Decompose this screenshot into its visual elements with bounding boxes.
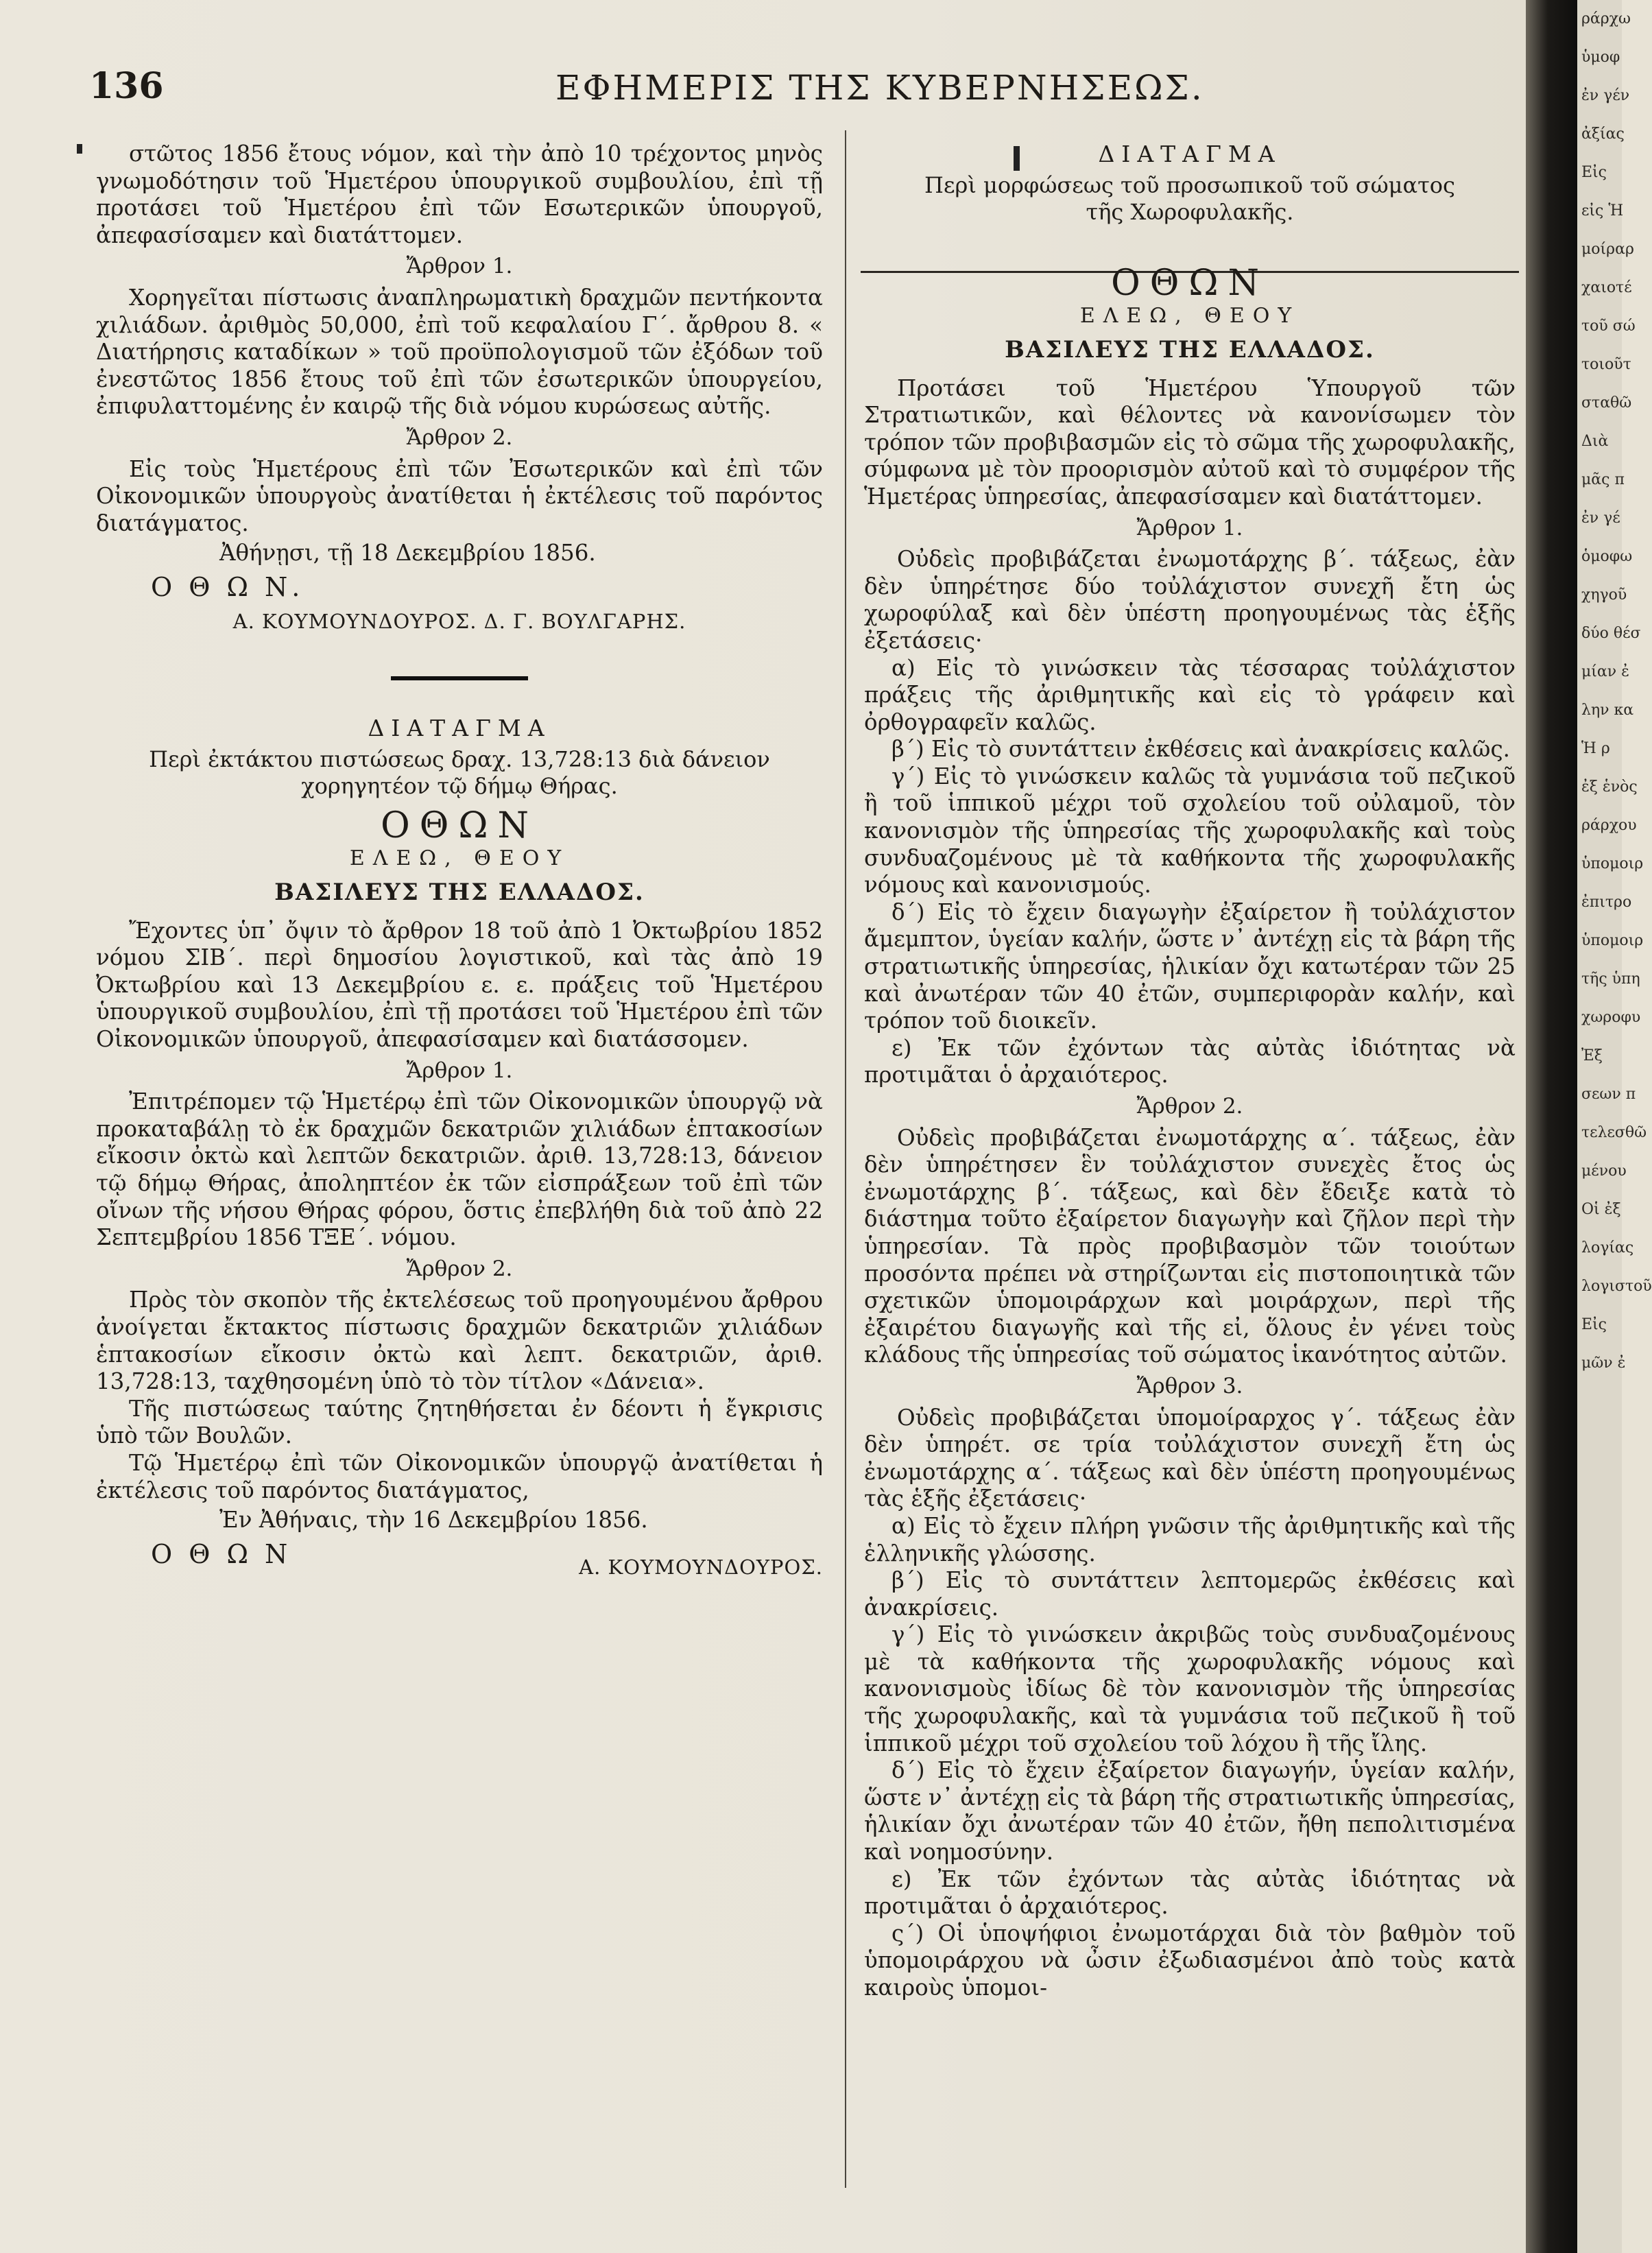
left-column <box>96 141 823 1582</box>
by-grace-of-god: ΕΛΕΩ, ΘΕΟΥ <box>349 846 570 871</box>
king-name-heading: ΟΘΩΝ <box>381 804 538 846</box>
adjacent-page-fragment-line: μοίραρ <box>1581 241 1634 258</box>
page-header <box>89 65 1516 120</box>
adjacent-page-fragment-line: εἰς Ἡ <box>1581 202 1624 219</box>
article-item: δ΄) Εἰς τὸ ἔχειν ἐξαίρετον διαγωγήν, ὑγείαν καλήν, ὥστε ν᾽ ἀντέχῃ εἰς τὰ βάρη τῆς στρατιωτικῆς ὑπηρεσίας, ἡλικίαν ὄχι ἀνωτέραν τῶν 40 ἐτῶν, ἤθη πεπολιτισμένα καὶ νοημοσύνην. <box>864 1757 1516 1865</box>
adjacent-page-fragment-line: ὁμοφω <box>1581 548 1633 565</box>
adjacent-page-fragment-line: δύο θέσ <box>1581 625 1641 642</box>
adjacent-page-fragment-line: χωροφυ <box>1581 1009 1641 1026</box>
king-signature: Ο Θ Ω Ν <box>151 1538 292 1569</box>
ink-mark <box>77 144 82 154</box>
king-name-heading: ΟΘΩΝ <box>1111 262 1269 304</box>
article-item: ς΄) Οἱ ὑποψήφιοι ἐνωμοτάρχαι διὰ τὸν βαθμὸν τοῦ ὑπομοιράρχου νὰ ὦσιν ἐξωδιασμένοι ἀπὸ τοὺς κατὰ καιροὺς ὑπομοι- <box>864 1920 1516 2001</box>
adjacent-page-fragment-line: ἐν γέ <box>1581 510 1620 527</box>
article-item: δ΄) Εἰς τὸ ἔχειν διαγωγὴν ἐξαίρετον ἢ τοὐλάχιστον ἄμεμπτον, ὑγείαν καλήν, ὥστε ν᾽ ἀντέχῃ εἰς τὰ βάρη τῆς στρατιωτικῆς ὑπηρεσίας, ἡλικίαν ὄχι κατωτέραν τῶν 25 καὶ ἀνωτέραν τῶν 40 ἐτῶν, συμπεριφορὰν καλήν, καὶ τρόπον τοῦ διοικεῖν. <box>864 898 1516 1034</box>
minister-signatures: Α. ΚΟΥΜΟΥΝΔΟΥΡΟΣ. Δ. Γ. ΒΟΥΛΓΑΡΗΣ. <box>232 609 686 633</box>
decree-date: Ἀθήνῃσι, τῇ 18 Δεκεμβρίου 1856. <box>219 540 596 567</box>
king-title: ΒΑΣΙΛΕΥΣ ΤΗΣ ΕΛΛΑΔΟΣ. <box>274 879 645 907</box>
adjacent-page-fragment-line: Οἱ ἐξ <box>1581 1201 1621 1218</box>
section-separator <box>391 676 528 680</box>
adjacent-page-fragment-line: σεων π <box>1581 1086 1636 1103</box>
decree-preamble: Ἔχοντες ὑπ᾽ ὄψιν τὸ ἄρθρον 18 τοῦ ἀπὸ 1 Ὀκτωβρίου 1852 νόμου ΣΙΒ΄. περὶ δημοσίου λογιστικοῦ, καὶ τὰς ἀπὸ 19 Ὀκτωβρίου καὶ 13 Δεκεμβρίου ε. ε. πράξεις τοῦ Ἡμετέρου ὑπουργικοῦ συμβουλίου, ἐπὶ τῇ προτάσει τοῦ Ἡμετέρου ἐπὶ τῶν Οἰκονομικῶν ὑπουργοῦ, ἀπεφασίσαμεν καὶ διατάσσομεν. <box>96 917 823 1053</box>
article-heading: Ἄρθρον 1. <box>406 1058 513 1083</box>
adjacent-page-fragment-line: μᾶς π <box>1581 471 1625 488</box>
article-text: Τῆς πιστώσεως ταύτης ζητηθήσεται ἐν δέοντι ἡ ἔγκρισις ὑπὸ τῶν Βουλῶν. <box>96 1395 823 1449</box>
adjacent-page-fragment-line: ἐν γέν <box>1581 87 1630 104</box>
article-item: γ΄) Εἰς τὸ γινώσκειν καλῶς τὰ γυμνάσια τοῦ πεζικοῦ ἢ τοῦ ἱππικοῦ μέχρι τοῦ σχολείου τοῦ οὐλαμοῦ, τὸν κανονισμὸν τῆς ὑπηρεσίας τῆς χωροφυλακῆς καὶ τοὺς συνδυαζομένους μὲ τὰ καθήκοντα τῆς χωροφυλακῆς νόμους καὶ κανονισμούς. <box>864 763 1516 898</box>
running-title: ΕΦΗΜΕΡΙΣ ΤΗΣ ΚΥΒΕΡΝΗΣΕΩΣ. <box>555 68 1204 108</box>
article-heading: Ἄρθρον 1. <box>1136 515 1243 540</box>
article-text: Πρὸς τὸν σκοπὸν τῆς ἐκτελέσεως τοῦ προηγουμένου ἄρθρου ἀνοίγεται ἔκτακτος πίστωσις δραχμῶν δεκατριῶν χιλιάδων ἑπτακοσίων εἴκοσιν ὀκτὼ καὶ λεπτ. δεκατριῶν, ἀριθ. 13,728:13, ταχθησομένη ὑπὸ τὸ τὸν τίτλον «Δάνεια». <box>96 1287 823 1395</box>
article-heading: Ἄρθρον 1. <box>406 254 513 279</box>
right-column <box>864 141 1516 2002</box>
article-item: ε) Ἐκ τῶν ἐχόντων τὰς αὐτὰς ἰδιότητας νὰ προτιμᾶται ὁ ἀρχαιότερος. <box>864 1865 1516 1920</box>
article-item: β΄) Εἰς τὸ συντάττειν ἐκθέσεις καὶ ἀνακρίσεις καλῶς. <box>891 736 1510 763</box>
adjacent-page-fragment-line: μίαν ἐ <box>1581 663 1629 680</box>
adjacent-page-fragment-line: Ἡ ρ <box>1581 740 1610 757</box>
king-signature: Ο Θ Ω Ν. <box>151 571 304 602</box>
decree-preamble: Προτάσει τοῦ Ἡμετέρου Ὑπουργοῦ τῶν Στρατιωτικῶν, καὶ θέλοντες νὰ κανονίσωμεν τὸν τρόπον τῶν προβιβασμῶν εἰς τὸ σῶμα τῆς χωροφυλακῆς, σύμφωνα μὲ τὸν προορισμὸν αὐτοῦ καὶ τὸ συμφέρον τῆς Ἡμετέρας ὑπηρεσίας, ἀπεφασίσαμεν καὶ διατάττομεν. <box>864 374 1516 510</box>
article-text: Οὐδεὶς προβιβάζεται ὑπομοίραρχος γ΄. τάξεως ἐὰν δὲν ὑπηρέτ. σε τρία τοὐλάχιστον συνεχῆ ἔτη ὡς ἐνωμοτάρχης α΄. τάξεως καὶ δὲν ὑπέστη προηγουμένως τὰς ἑξῆς ἐξετάσεις· <box>864 1404 1516 1512</box>
article-item: γ΄) Εἰς τὸ γινώσκειν ἀκριβῶς τοὺς συνδυαζομένους μὲ τὰ καθήκοντα τῆς χωροφυλακῆς νόμους καὶ κανονισμοὺς ἰδίως δὲ τὸν κανονισμὸν τῆς ὑπηρεσίας τῆς χωροφυλακῆς, καὶ τὰ γυμνάσια τοῦ πεζικοῦ ἢ τοῦ ἱππικοῦ μέχρι τοῦ σχολείου τοῦ λόχου ἢ τῆς ἴλης. <box>864 1621 1516 1756</box>
adjacent-page-fragment-line: λην κα <box>1581 702 1634 719</box>
article-heading: Ἄρθρον 2. <box>1136 1094 1243 1119</box>
king-title: ΒΑΣΙΛΕΥΣ ΤΗΣ ΕΛΛΑΔΟΣ. <box>1005 335 1375 363</box>
adjacent-page-fragment-line: ράρχω <box>1581 10 1631 27</box>
article-heading: Ἄρθρον 3. <box>1136 1373 1243 1398</box>
by-grace-of-god: ΕΛΕΩ, ΘΕΟΥ <box>1079 304 1300 329</box>
adjacent-page-fragment-line: ὑπομοιρ <box>1581 932 1644 949</box>
adjacent-page-fragment-line: Διὰ <box>1581 433 1609 450</box>
adjacent-page-fragment-line: τοιοῦτ <box>1581 356 1631 373</box>
page-number: 136 <box>89 65 164 107</box>
adjacent-page-fragment-line: χαιοτέ <box>1581 279 1632 296</box>
adjacent-page-fragment-line: τῆς ὑπη <box>1581 970 1640 988</box>
decree-subject: Περὶ μορφώσεως τοῦ προσωπικοῦ τοῦ σώματος τῆς Χωροφυλακῆς. <box>924 171 1455 226</box>
adjacent-page-fragment-line: τοῦ σώ <box>1581 318 1636 335</box>
adjacent-page-fragment-line: χηγοῦ <box>1581 586 1627 604</box>
decree-date: Ἐν Ἀθήναις, τὴν 16 Δεκεμβρίου 1856. <box>219 1507 648 1534</box>
article-item: β΄) Εἰς τὸ συντάττειν λεπτομερῶς ἐκθέσεις καὶ ἀνακρίσεις. <box>864 1567 1516 1621</box>
adjacent-page-fragment-line: λογίας <box>1581 1239 1634 1256</box>
adjacent-page-fragment-line: ἀξίας <box>1581 126 1625 143</box>
adjacent-page-fragment-line: σταθῶ <box>1581 394 1632 412</box>
article-text: Οὐδεὶς προβιβάζεται ἐνωμοτάρχης α΄. τάξεως, ἐὰν δὲν ὑπηρέτησεν ἓν τοὐλάχιστον συνεχὲς ἔτος ὡς ἐνωμοτάρχης β΄. τάξεως, καὶ δὲν ἔδειξε κατὰ τὸ διάστημα τοῦτο ἐξαίρετον διαγωγὴν καὶ ζῆλον περὶ τὴν ὑπηρεσίαν. Τὰ πρὸς προβιβασμὸν τῶν τοιούτων προσόντα πρέπει νὰ στηρίζωνται εἰς πιστοποιητικὰ τῶν σχετικῶν ὑπομοιράρχων καὶ μοιράρχων, περὶ τῆς ἐξαιρέτου διαγωγῆς καὶ τῆς εἰ, ὅλους ἐν γένει τοὺς κλάδους τῆς ὑπηρεσίας τοῦ σώματος ἱκανότητος αὐτῶν. <box>864 1124 1516 1368</box>
article-text: Τῷ Ἡμετέρῳ ἐπὶ τῶν Οἰκονομικῶν ὑπουργῷ ἀνατίθεται ἡ ἐκτέλεσις τοῦ παρόντος διατάγματος, <box>96 1449 823 1503</box>
adjacent-page-fragment-line: Εἰς <box>1581 1316 1607 1333</box>
adjacent-page-fragment-line: λογιστοῦ <box>1581 1278 1652 1295</box>
adjacent-page-fragment-line: Ἐξ <box>1581 1047 1603 1064</box>
decree-heading: ΔΙΑΤΑΓΜΑ <box>368 715 551 742</box>
article-heading: Ἄρθρον 2. <box>406 1256 513 1281</box>
book-gutter-shadow <box>1526 0 1581 2253</box>
column-divider <box>845 130 846 2188</box>
minister-signature: Α. ΚΟΥΜΟΥΝΔΟΥΡΟΣ. <box>579 1555 823 1580</box>
decree1-intro: στῶτος 1856 ἔτους νόμον, καὶ τὴν ἀπὸ 10 τρέχοντος μηνὸς γνωμοδότησιν τοῦ Ἡμετέρου ὑπουργικοῦ συμβουλίου, ἐπὶ τῇ προτάσει τοῦ Ἡμετέρου ἐπὶ τῶν Εσωτερικῶν ὑπουργοῦ, ἀπεφασίσαμεν καὶ διατάττομεν. <box>96 141 823 248</box>
article-item: ε) Ἐκ τῶν ἐχόντων τὰς αὐτὰς ἰδιότητας νὰ προτιμᾶται ὁ ἀρχαιότερος. <box>864 1034 1516 1088</box>
article-text: Χορηγεῖται πίστωσις ἀναπληρωματικὴ δραχμῶν πεντήκοντα χιλιάδων. ἀριθμὸς 50,000, ἐπὶ τοῦ κεφαλαίου Γ΄. ἄρθρου 8. « Διατήρησις καταδίκων » τοῦ προϋπολογισμοῦ τῶν ἐξόδων τοῦ ἐνεστῶτος 1856 ἔτους τοῦ ἐπὶ τῶν ἐσωτερικῶν ὑπουργείου, ἐπιφυλαττομένης ἐν καιρῷ τῆς διὰ νόμου κυρώσεως αὐτῆς. <box>96 284 823 420</box>
adjacent-page-fragment-line: τελεσθῶ <box>1581 1124 1647 1141</box>
article-heading: Ἄρθρον 2. <box>406 425 513 450</box>
decree-heading: ΔΙΑΤΑΓΜΑ <box>1098 141 1282 167</box>
adjacent-page-fragment-line: μένου <box>1581 1163 1627 1180</box>
adjacent-page-fragment <box>1577 0 1652 2253</box>
adjacent-page-fragment-line: ράρχου <box>1581 817 1637 834</box>
adjacent-page-fragment-line: ὑπομοιρ <box>1581 855 1644 872</box>
article-text: Ἐπιτρέπομεν τῷ Ἡμετέρῳ ἐπὶ τῶν Οἰκονομικῶν ὑπουργῷ νὰ προκαταβάλῃ τὸ ἐκ δραχμῶν δεκατριῶν χιλιάδων ἑπτακοσίων εἴκοσιν ὀκτὼ καὶ λεπτῶν δεκατριῶν. ἀριθ. 13,728:13, δάνειον τῷ δήμῳ Θήρας, ἀποληπτέον ἐκ τῶν εἰσπράξεων τοῦ ἐπὶ τῶν οἴνων τῆς νήσου Θήρας φόρου, ὅστις ἐπεβλήθη διὰ τοῦ ἀπὸ 22 Σεπτεμβρίου 1856 ΤΞΕ΄. νόμου. <box>96 1088 823 1251</box>
article-item: α) Εἰς τὸ γινώσκειν τὰς τέσσαρας τοὐλάχιστον πράξεις τῆς ἀριθμητικῆς καὶ εἰς τὸ γράφειν καὶ ὀρθογραφεῖν καλῶς. <box>864 654 1516 735</box>
adjacent-page-fragment-line: Εἰς <box>1581 164 1607 181</box>
decree-subject: Περὶ ἐκτάκτου πιστώσεως δραχ. 13,728:13 διὰ δάνειον χορηγητέον τῷ δήμῳ Θήρας. <box>149 746 770 800</box>
adjacent-page-fragment-line: ἐπιτρο <box>1581 894 1632 911</box>
article-text: Οὐδεὶς προβιβάζεται ἐνωμοτάρχης β΄. τάξεως, ἐὰν δὲν ὑπηρέτησε δύο τοὐλάχιστον συνεχῆ ἔτη ὡς χωροφύλαξ καὶ δὲν ὑπέστη προηγουμένως τὰς ἑξῆς ἐξετάσεις· <box>864 546 1516 654</box>
adjacent-page-fragment-line: ἐξ ἑνὸς <box>1581 778 1638 796</box>
article-item: α) Εἰς τὸ ἔχειν πλήρη γνῶσιν τῆς ἀριθμητικῆς καὶ τῆς ἑλληνικῆς γλώσσης. <box>864 1512 1516 1566</box>
article-text: Εἰς τοὺς Ἡμετέρους ἐπὶ τῶν Ἐσωτερικῶν καὶ ἐπὶ τῶν Οἰκονομικῶν ὑπουργοὺς ἀνατίθεται ἡ ἐκτέλεσις τοῦ παρόντος διατάγματος. <box>96 455 823 536</box>
adjacent-page-fragment-line: ὑμοφ <box>1581 49 1620 66</box>
adjacent-page-fragment-line: μῶν ἐ <box>1581 1355 1626 1372</box>
